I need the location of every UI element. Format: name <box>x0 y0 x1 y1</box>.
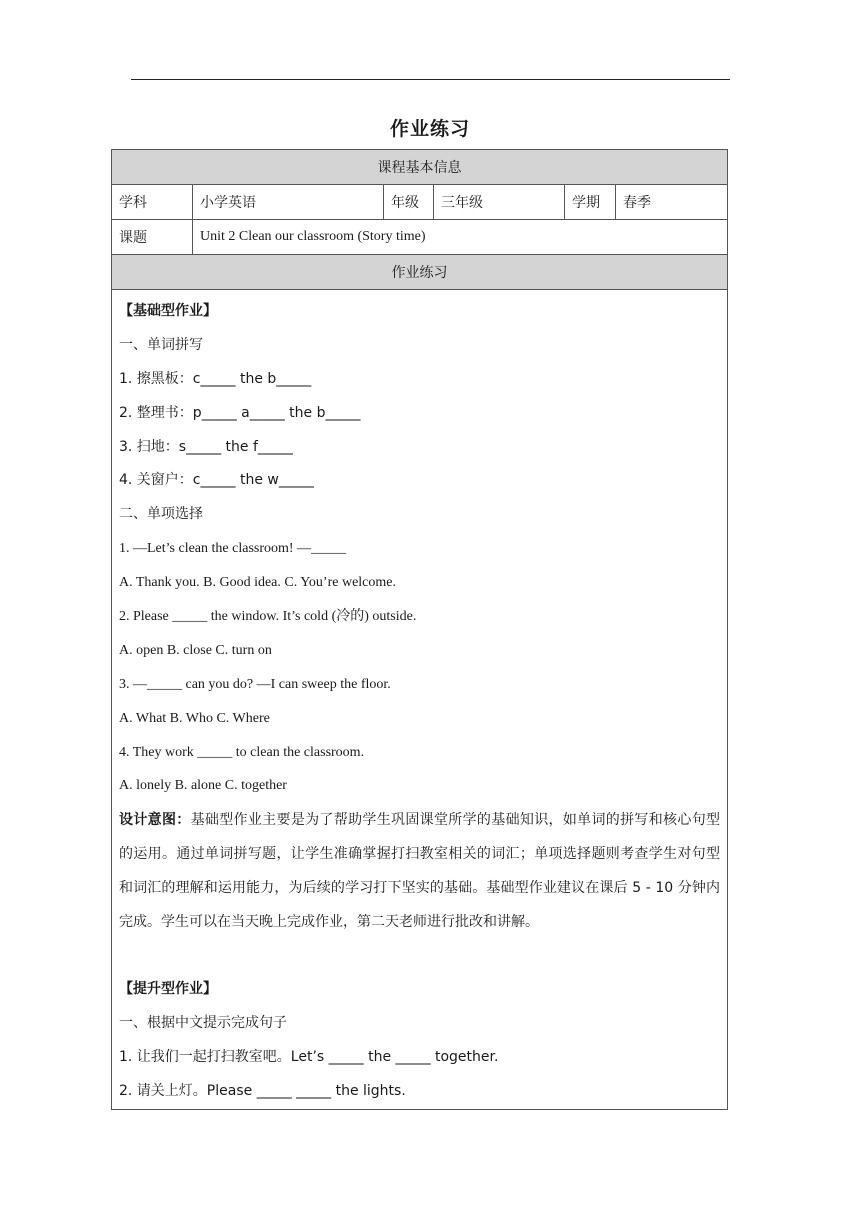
complete-sentence-subhead: 一、根据中文提示完成句子 <box>119 1015 287 1032</box>
spelling-subhead: 一、单词拼写 <box>119 336 203 353</box>
homework-content <box>112 290 727 1109</box>
spelling-item: 3. 扫地：s_____ the f_____ <box>119 438 293 455</box>
basic-section-title: 【基础型作业】 <box>119 303 217 319</box>
design-intent-text: 基础型作业主要是为了帮助学生巩固课堂所学的基础知识，如单词的拼写和核心句型的运用。通过单词拼写题，让学生准确掌握打扫教室相关的词汇；单项选择题则考查学生对句型和词汇的理解和运用能力，为后续的学习打下坚实的基础。基础型作业建议在课后 5 - 10 分钟内完成。学生可以在当天晚上完成作业，第二天老师进行批改和讲解。 <box>119 812 721 931</box>
homework-header: 作业练习 <box>112 255 728 290</box>
grade-value: 三年级 <box>434 185 565 220</box>
term-value: 春季 <box>616 185 728 220</box>
choice-question: 3. —_____ can you do? —I can sweep the floor. <box>119 676 391 692</box>
spelling-item: 2. 整理书：p_____ a_____ the b_____ <box>119 404 361 421</box>
spacer <box>119 939 720 973</box>
design-intent-label: 设计意图： <box>119 812 191 829</box>
term-label: 学期 <box>565 185 616 220</box>
page-title: 作业练习 <box>389 118 470 140</box>
homework-content-cell <box>112 290 728 1110</box>
choice-options: A. What B. Who C. Where <box>119 710 270 726</box>
advanced-section-title: 【提升型作业】 <box>119 981 217 998</box>
header-rule <box>131 79 730 80</box>
subject-label: 学科 <box>112 185 193 220</box>
complete-sentence-item: 1. 让我们一起打扫教室吧。Let’s _____ the _____ together. <box>119 1049 499 1066</box>
choice-question: 1. —Let’s clean the classroom! —_____ <box>119 541 347 557</box>
choice-options: A. lonely B. alone C. together <box>119 778 287 794</box>
subject-value: 小学英语 <box>193 185 384 220</box>
topic-value: Unit 2 Clean our classroom (Story time) <box>193 220 728 255</box>
homework-table <box>111 149 728 1110</box>
choice-subhead: 二、单项选择 <box>119 506 203 523</box>
spelling-item: 1. 擦黑板：c_____ the b_____ <box>119 370 312 387</box>
grade-label: 年级 <box>384 185 434 220</box>
choice-options: A. open B. close C. turn on <box>119 642 272 658</box>
design-intent-paragraph <box>119 803 720 939</box>
spelling-item: 4. 关窗户：c_____ the w_____ <box>119 472 314 489</box>
complete-sentence-item: 2. 请关上灯。Please _____ _____ the lights. <box>119 1083 406 1100</box>
choice-options: A. Thank you. B. Good idea. C. You’re welcome. <box>119 575 396 591</box>
course-info-header: 课程基本信息 <box>112 150 728 185</box>
choice-question: 4. They work _____ to clean the classroom. <box>119 744 365 760</box>
choice-question: 2. Please _____ the window. It’s cold (冷的) outside. <box>119 609 417 625</box>
topic-label: 课题 <box>112 220 193 255</box>
